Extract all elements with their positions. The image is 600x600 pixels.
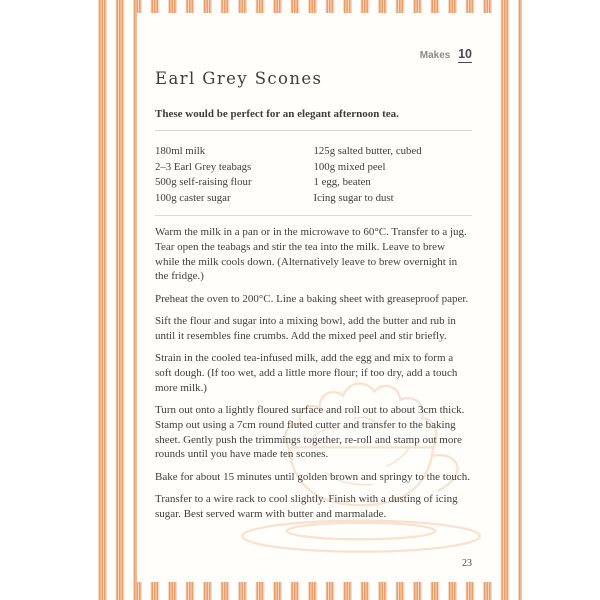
divider-top [155,130,472,131]
recipe-page [137,13,497,582]
page-number: 23 [462,558,472,569]
ingredient-item: 180ml milk [155,145,206,157]
ingredient-item: 1 egg, beaten [313,176,371,188]
method-section [155,225,472,522]
method-step: Bake for about 15 minutes until golden brown and springy to the touch. [155,470,470,483]
method-step: Strain in the cooled tea-infused milk, add the egg and mix to form a soft dough. (If too wet, add a little more flour; if too dry, add a touch more milk.) [155,352,458,394]
method-step: Warm the milk in a pan or in the microwave to 60°C. Transfer to a jug. Tear open the teabags and stir the tea into the milk. Leave to brew while the milk cools down. (Alternatively leave to brew overnight in the fridge.) [155,226,467,283]
ingredient-item: 100g mixed peel [313,160,386,173]
divider-bottom [155,215,472,216]
page-content [137,13,497,522]
method-step: Turn out onto a lightly floured surface and roll out to about 3cm thick. Stamp out using a 7cm round fluted cutter and transfer to the baking sheet. Gently push the trimmings together, re-roll and stamp out more rounds until you have made ten scones. [155,403,465,461]
recipe-title: Earl Grey Scones [155,69,323,88]
ingredients-section [155,144,472,206]
makes-label: Makes [419,50,451,61]
ingredient-item: 500g self-raising flour [155,176,252,188]
ingredients-right-column [314,144,473,206]
ingredients-left-column [155,144,314,206]
ingredient-item: Icing sugar to dust [313,191,394,204]
recipe-intro: These would be perfect for an elegant afternoon tea. [155,108,399,120]
method-step: Preheat the oven to 200°C. Line a baking sheet with greaseproof paper. [155,292,469,305]
ingredient-item: 125g salted butter, cubed [313,145,422,157]
makes-line [155,47,472,63]
method-step: Sift the flour and sugar into a mixing bowl, add the butter and rub in until it resembles fine crumbs. Add the mixed peel and stir briefly. [155,314,456,342]
method-step: Transfer to a wire rack to cool slightly. Finish with a dusting of icing sugar. Best served warm with butter and marmalade. [155,492,458,520]
makes-value: 10 [458,47,472,61]
ingredient-item: 100g caster sugar [155,191,231,204]
ingredient-item: 2–3 Earl Grey teabags [155,160,252,173]
